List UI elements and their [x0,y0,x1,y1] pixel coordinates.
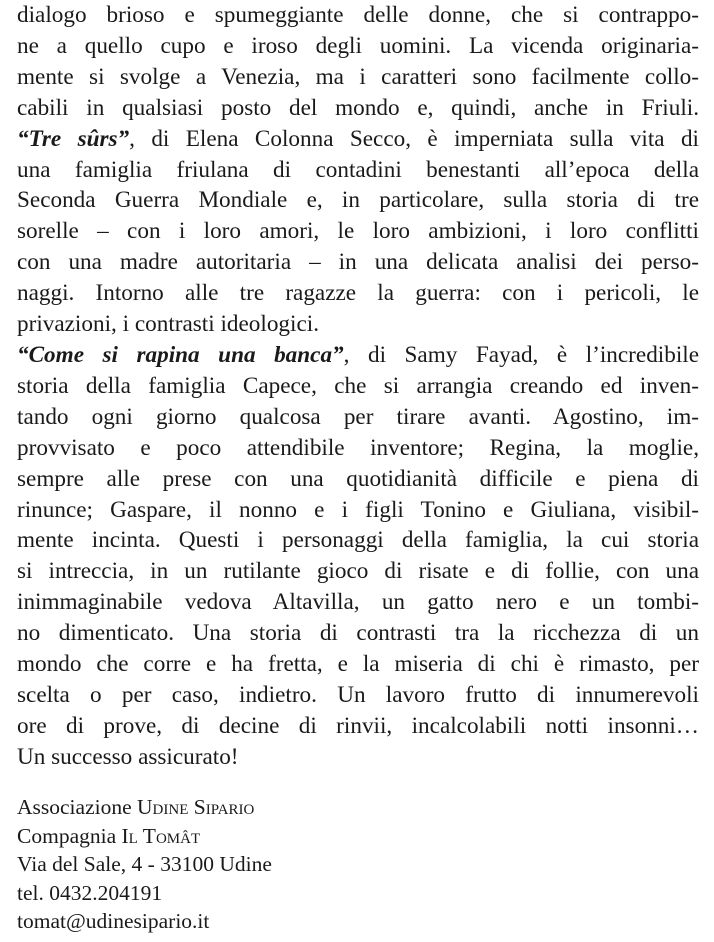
document-page [17,0,699,773]
street-address: Via del Sale, 4 - 33100 Udine [17,852,272,877]
text-line: tando ogni giorno qualcosa per tirare avanti. Agostino, im- [17,403,699,430]
text-line: cabili in qualsiasi posto del mondo e, quindi, anche in Friuli. [17,94,699,121]
text-line: Un successo assicurato! [17,743,239,770]
association-name: Udine Sipario [137,795,255,819]
text-fragment: , di Elena Colonna Secco, è imperniata sulla vita di [129,125,699,152]
phone-number: tel. 0432.204191 [17,880,163,905]
email-address: tomat@udinesipario.it [17,909,210,934]
contact-address [17,793,272,936]
text-line: rinunce; Gaspare, il nonno e i figli Tonino e Giuliana, visibil- [17,496,699,523]
play-title-line [17,124,699,155]
text-fragment: , di Samy Fayad, è l’incredibile [343,341,700,368]
text-line: no dimenticato. Una storia di contrasti tra la ricchezza di un [17,620,699,647]
text-line: ne a quello cupo e iroso degli uomini. La vicenda originaria- [17,32,699,59]
text-line: mente incinta. Questi i personaggi della famiglia, la cui storia [17,527,699,554]
body-text [17,0,699,773]
text-line: naggi. Intorno alle tre ragazze la guerra: con i pericoli, le [17,280,699,307]
company-line [17,822,272,851]
text-line: si intreccia, in un rutilante gioco di risate e di follie, con una [17,558,699,585]
text-line: Seconda Guerra Mondiale e, in particolare, sulla storia di tre [17,187,699,214]
association-prefix: Associazione [17,795,132,819]
text-line: privazioni, i contrasti ideologici. [17,311,320,338]
company-prefix: Compagnia [17,823,117,848]
text-line: ore di prove, di decine di rinvii, incalcolabili notti insonni… [17,712,699,739]
play-title-line [17,340,699,371]
text-line: una famiglia friulana di contadini benestanti all’epoca della [17,156,699,183]
text-line: sempre alle prese con una quotidianità difficile e piena di [17,465,699,492]
text-line: mondo che corre e ha fretta, e la miseria di chi è rimasto, per [17,651,699,678]
text-line: storia della famiglia Capece, che si arrangia creando ed inven- [17,372,699,399]
play-title-come-si-rapina: “Come si rapina una banca” [17,341,344,368]
text-line: dialogo brioso e spumeggiante delle donne, che si contrappo- [17,2,699,28]
text-line: mente si svolge a Venezia, ma i caratteri sono facilmente collo- [17,63,699,90]
play-title-tre-surs: “Tre sûrs” [17,125,130,152]
text-line: sorelle – con i loro amori, le loro ambizioni, i loro conflitti [17,218,699,245]
text-line: provvisato e poco attendibile inventore; Regina, la moglie, [17,434,699,461]
text-line: con una madre autoritaria – in una delicata analisi dei perso- [17,249,699,276]
company-name: Il Tomât [121,823,201,848]
association-line [17,793,272,822]
text-line: scelta o per caso, indietro. Un lavoro frutto di innumerevoli [17,681,699,708]
text-line: inimmaginabile vedova Altavilla, un gatto nero e un tombi- [17,589,699,616]
